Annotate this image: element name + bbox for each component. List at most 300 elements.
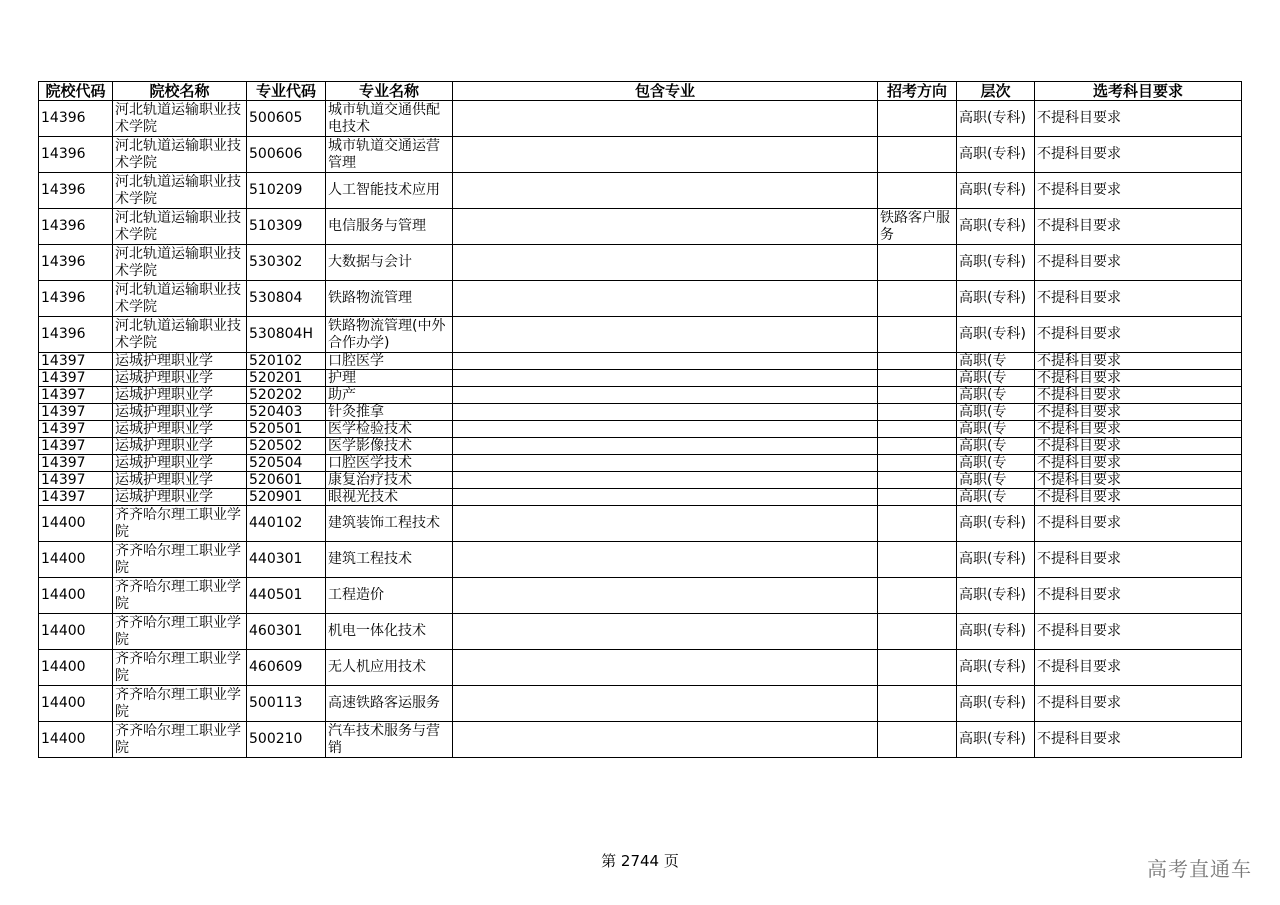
cell-level-text: 高职(专科) [959,110,1026,126]
cell-school-code [39,137,113,173]
cell-included-majors [453,137,878,173]
cell-subject-requirement: 不提科目要求 [1035,438,1242,455]
cell-school-name: 运城护理职业学 [113,370,247,387]
cell-included-majors [453,472,878,489]
table-row [39,455,1242,472]
cell-major-code [247,317,326,353]
cell-level-text: 高职(专科) [959,659,1026,675]
cell-school-name-text: 齐齐哈尔理工职业学院 [115,614,241,648]
cell-major-name-text: 高速铁路客运服务 [328,695,440,711]
cell-school-code: 14397 [39,387,113,404]
cell-school-name-text: 齐齐哈尔理工职业学院 [115,506,241,540]
table-header [39,82,1242,101]
cell-school-name-text: 河北轨道运输职业技术学院 [115,245,241,279]
cell-included-majors [453,686,878,722]
cell-subject-requirement: 不提科目要求 [1035,421,1242,438]
cell-level [957,506,1035,542]
cell-major-name-text: 铁路物流管理 [328,290,412,306]
cell-included-majors [453,370,878,387]
cell-major-code [247,578,326,614]
table-row [39,578,1242,614]
cell-subject-requirement [1035,542,1242,578]
cell-direction [878,137,957,173]
cell-direction [878,173,957,209]
cell-major-code-text: 510209 [249,182,303,198]
cell-major-code [247,686,326,722]
cell-school-name [113,722,247,758]
cell-direction [878,353,957,370]
watermark: 高考直通车 [1147,857,1252,881]
table-row [39,404,1242,421]
cell-major-code: 520201 [247,370,326,387]
cell-subject-requirement [1035,722,1242,758]
cell-school-code-text: 14400 [41,551,86,567]
cell-subject-requirement [1035,650,1242,686]
cell-subject-requirement [1035,506,1242,542]
cell-major-code-text: 440102 [249,515,303,531]
cell-subject-requirement: 不提科目要求 [1035,353,1242,370]
cell-major-name-text: 铁路物流管理(中外合作办学) [328,317,446,351]
cell-major-code-text: 530804 [249,290,303,306]
cell-school-code-text: 14396 [41,110,86,126]
cell-major-code [247,245,326,281]
cell-school-code [39,281,113,317]
cell-school-name-text: 齐齐哈尔理工职业学院 [115,542,241,576]
cell-major-name: 针灸推拿 [326,404,453,421]
cell-school-name: 运城护理职业学 [113,404,247,421]
cell-school-code [39,506,113,542]
table-row [39,542,1242,578]
cell-major-name-text: 建筑装饰工程技术 [328,515,440,531]
table-row [39,209,1242,245]
cell-subject-requirement-text: 不提科目要求 [1037,515,1121,531]
table-row [39,650,1242,686]
cell-school-code-text: 14400 [41,623,86,639]
cell-school-name [113,578,247,614]
cell-major-name [326,650,453,686]
cell-level: 高职(专 [957,370,1035,387]
cell-included-majors [453,173,878,209]
cell-major-name: 医学检验技术 [326,421,453,438]
cell-direction [878,101,957,137]
cell-major-name [326,281,453,317]
cell-included-majors [453,506,878,542]
cell-school-code: 14397 [39,489,113,506]
cell-major-name [326,722,453,758]
cell-school-name-text: 齐齐哈尔理工职业学院 [115,650,241,684]
header-school-name: 院校名称 [113,82,247,101]
cell-subject-requirement-text: 不提科目要求 [1037,326,1121,342]
cell-school-name-text: 河北轨道运输职业技术学院 [115,137,241,171]
cell-level [957,317,1035,353]
cell-school-name [113,137,247,173]
cell-subject-requirement-text: 不提科目要求 [1037,146,1121,162]
cell-level-text: 高职(专科) [959,182,1026,198]
table-row [39,281,1242,317]
table-row [39,370,1242,387]
cell-subject-requirement [1035,317,1242,353]
cell-major-code [247,137,326,173]
cell-subject-requirement: 不提科目要求 [1035,455,1242,472]
cell-included-majors [453,317,878,353]
cell-major-code-text: 500113 [249,695,303,711]
cell-included-majors [453,245,878,281]
cell-major-name [326,173,453,209]
cell-school-name-text: 河北轨道运输职业技术学院 [115,317,241,351]
cell-major-code-text: 460609 [249,659,303,675]
cell-school-code-text: 14396 [41,254,86,270]
cell-school-code: 14397 [39,421,113,438]
cell-major-code-text: 460301 [249,623,303,639]
cell-subject-requirement-text: 不提科目要求 [1037,731,1121,747]
cell-major-code [247,542,326,578]
cell-major-name-text: 城市轨道交通供配电技术 [328,101,440,135]
cell-included-majors [453,614,878,650]
cell-school-code [39,686,113,722]
table-row [39,614,1242,650]
cell-major-code [247,506,326,542]
cell-direction [878,370,957,387]
cell-major-code [247,281,326,317]
cell-level-text: 高职(专科) [959,587,1026,603]
cell-major-name [326,614,453,650]
cell-level: 高职(专 [957,353,1035,370]
cell-level [957,101,1035,137]
cell-level [957,686,1035,722]
cell-school-name-text: 齐齐哈尔理工职业学院 [115,686,241,720]
cell-subject-requirement [1035,686,1242,722]
cell-major-code: 520501 [247,421,326,438]
cell-direction [878,387,957,404]
cell-school-name [113,506,247,542]
table-row [39,489,1242,506]
cell-school-name [113,614,247,650]
cell-school-name: 运城护理职业学 [113,472,247,489]
cell-school-code [39,173,113,209]
cell-level: 高职(专 [957,472,1035,489]
table-row [39,137,1242,173]
cell-school-code-text: 14396 [41,218,86,234]
cell-school-name: 运城护理职业学 [113,455,247,472]
cell-school-name: 运城护理职业学 [113,421,247,438]
cell-major-name-text: 人工智能技术应用 [328,182,440,198]
cell-school-code [39,245,113,281]
cell-direction [878,404,957,421]
cell-direction [878,438,957,455]
cell-school-code-text: 14396 [41,182,86,198]
cell-school-code-text: 14400 [41,695,86,711]
cell-major-code-text: 500606 [249,146,303,162]
cell-major-name-text: 城市轨道交通运营管理 [328,137,440,171]
cell-level-text: 高职(专科) [959,254,1026,270]
cell-direction [878,472,957,489]
cell-school-code: 14397 [39,353,113,370]
table-row [39,722,1242,758]
cell-school-code [39,209,113,245]
cell-direction [878,489,957,506]
cell-school-name-text: 河北轨道运输职业技术学院 [115,101,241,135]
cell-subject-requirement-text: 不提科目要求 [1037,695,1121,711]
cell-level-text: 高职(专科) [959,326,1026,342]
cell-level [957,722,1035,758]
cell-included-majors [453,438,878,455]
header-level: 层次 [957,82,1035,101]
cell-included-majors [453,722,878,758]
cell-subject-requirement [1035,137,1242,173]
cell-school-name-text: 河北轨道运输职业技术学院 [115,173,241,207]
cell-subject-requirement [1035,101,1242,137]
cell-school-code-text: 14400 [41,659,86,675]
cell-level-text: 高职(专科) [959,290,1026,306]
cell-major-code [247,101,326,137]
cell-level: 高职(专 [957,387,1035,404]
header-major-name: 专业名称 [326,82,453,101]
table-row [39,245,1242,281]
cell-major-name: 眼视光技术 [326,489,453,506]
cell-level: 高职(专 [957,455,1035,472]
cell-included-majors [453,650,878,686]
cell-subject-requirement [1035,245,1242,281]
cell-school-code [39,578,113,614]
cell-school-name [113,281,247,317]
cell-level [957,614,1035,650]
cell-subject-requirement-text: 不提科目要求 [1037,659,1121,675]
cell-included-majors [453,421,878,438]
cell-level-text: 高职(专科) [959,551,1026,567]
cell-included-majors [453,489,878,506]
cell-school-code [39,722,113,758]
table-row [39,317,1242,353]
table-row [39,387,1242,404]
cell-major-name [326,542,453,578]
cell-school-name [113,209,247,245]
cell-school-code: 14397 [39,370,113,387]
cell-major-code: 520601 [247,472,326,489]
cell-level: 高职(专 [957,438,1035,455]
cell-major-code-text: 510309 [249,218,303,234]
cell-major-code: 520202 [247,387,326,404]
cell-direction [878,281,957,317]
header-row [39,82,1242,101]
cell-major-name: 助产 [326,387,453,404]
cell-subject-requirement-text: 不提科目要求 [1037,218,1121,234]
table-row [39,421,1242,438]
cell-subject-requirement [1035,614,1242,650]
cell-major-name-text: 建筑工程技术 [328,551,412,567]
cell-major-name-text: 工程造价 [328,587,384,603]
cell-subject-requirement: 不提科目要求 [1035,370,1242,387]
cell-school-code: 14397 [39,472,113,489]
cell-major-name: 口腔医学 [326,353,453,370]
cell-school-code [39,650,113,686]
cell-school-name-text: 河北轨道运输职业技术学院 [115,209,241,243]
cell-school-code-text: 14400 [41,731,86,747]
cell-school-name: 运城护理职业学 [113,387,247,404]
cell-school-name-text: 齐齐哈尔理工职业学院 [115,578,241,612]
cell-included-majors [453,404,878,421]
cell-level [957,542,1035,578]
table-row [39,353,1242,370]
cell-subject-requirement-text: 不提科目要求 [1037,587,1121,603]
cell-included-majors [453,101,878,137]
cell-school-name-text: 河北轨道运输职业技术学院 [115,281,241,315]
cell-subject-requirement [1035,209,1242,245]
cell-major-name [326,506,453,542]
header-direction: 招考方向 [878,82,957,101]
table-row [39,472,1242,489]
cell-school-name: 运城护理职业学 [113,438,247,455]
cell-direction-text: 铁路客户服务 [880,209,950,243]
cell-major-name [326,101,453,137]
cell-direction [878,317,957,353]
cell-subject-requirement: 不提科目要求 [1035,472,1242,489]
cell-included-majors [453,387,878,404]
cell-major-name-text: 大数据与会计 [328,254,412,270]
cell-level: 高职(专 [957,421,1035,438]
cell-direction [878,455,957,472]
cell-school-name [113,542,247,578]
cell-direction [878,245,957,281]
cell-subject-requirement-text: 不提科目要求 [1037,110,1121,126]
cell-direction [878,209,957,245]
admissions-table [38,81,1242,758]
cell-major-code-text: 500210 [249,731,303,747]
cell-major-name [326,578,453,614]
cell-school-code-text: 14400 [41,515,86,531]
cell-school-code [39,614,113,650]
cell-subject-requirement-text: 不提科目要求 [1037,551,1121,567]
cell-major-code [247,722,326,758]
cell-school-name [113,317,247,353]
cell-direction [878,542,957,578]
cell-direction [878,614,957,650]
cell-level: 高职(专 [957,489,1035,506]
cell-school-name [113,173,247,209]
cell-school-code [39,542,113,578]
cell-school-name: 运城护理职业学 [113,353,247,370]
cell-school-code-text: 14400 [41,587,86,603]
cell-included-majors [453,578,878,614]
cell-major-code [247,650,326,686]
cell-major-code: 520504 [247,455,326,472]
cell-level: 高职(专 [957,404,1035,421]
cell-subject-requirement-text: 不提科目要求 [1037,254,1121,270]
cell-major-code [247,173,326,209]
cell-level-text: 高职(专科) [959,623,1026,639]
cell-major-name: 护理 [326,370,453,387]
cell-level [957,281,1035,317]
cell-level [957,137,1035,173]
cell-major-name [326,686,453,722]
cell-direction [878,506,957,542]
cell-level-text: 高职(专科) [959,218,1026,234]
cell-level-text: 高职(专科) [959,146,1026,162]
cell-subject-requirement-text: 不提科目要求 [1037,623,1121,639]
table-row [39,173,1242,209]
cell-included-majors [453,353,878,370]
cell-school-code-text: 14396 [41,326,86,342]
cell-included-majors [453,455,878,472]
cell-included-majors [453,209,878,245]
cell-level-text: 高职(专科) [959,515,1026,531]
cell-school-code-text: 14396 [41,146,86,162]
cell-level [957,245,1035,281]
cell-major-code-text: 500605 [249,110,303,126]
cell-direction [878,578,957,614]
cell-subject-requirement: 不提科目要求 [1035,404,1242,421]
cell-school-name [113,650,247,686]
cell-level-text: 高职(专科) [959,695,1026,711]
cell-major-name-text: 无人机应用技术 [328,659,426,675]
header-major-code: 专业代码 [247,82,326,101]
cell-school-code-text: 14396 [41,290,86,306]
cell-major-name: 医学影像技术 [326,438,453,455]
cell-major-name-text: 汽车技术服务与营销 [328,722,440,756]
table-row [39,686,1242,722]
cell-direction [878,722,957,758]
cell-major-code [247,209,326,245]
cell-major-name [326,317,453,353]
cell-direction [878,421,957,438]
cell-major-name-text: 电信服务与管理 [328,218,426,234]
cell-subject-requirement [1035,281,1242,317]
cell-school-name-text: 齐齐哈尔理工职业学院 [115,722,241,756]
cell-major-name: 口腔医学技术 [326,455,453,472]
cell-subject-requirement-text: 不提科目要求 [1037,290,1121,306]
cell-school-code: 14397 [39,404,113,421]
cell-school-name [113,245,247,281]
cell-level [957,173,1035,209]
cell-included-majors [453,542,878,578]
cell-major-code: 520102 [247,353,326,370]
page-number: 第 2744 页 [601,852,679,870]
table-row [39,438,1242,455]
cell-major-name [326,245,453,281]
cell-major-code-text: 530302 [249,254,303,270]
cell-major-name: 康复治疗技术 [326,472,453,489]
cell-major-code-text: 440301 [249,551,303,567]
cell-school-code: 14397 [39,438,113,455]
cell-major-code-text: 530804H [249,326,313,342]
header-school-code: 院校代码 [39,82,113,101]
cell-school-code: 14397 [39,455,113,472]
cell-included-majors [453,281,878,317]
cell-level [957,578,1035,614]
cell-major-name [326,137,453,173]
cell-subject-requirement: 不提科目要求 [1035,489,1242,506]
cell-subject-requirement [1035,173,1242,209]
cell-subject-requirement [1035,578,1242,614]
cell-major-name-text: 机电一体化技术 [328,623,426,639]
cell-major-code: 520403 [247,404,326,421]
cell-subject-requirement: 不提科目要求 [1035,387,1242,404]
table-row [39,506,1242,542]
header-included-majors: 包含专业 [453,82,878,101]
cell-school-name: 运城护理职业学 [113,489,247,506]
cell-subject-requirement-text: 不提科目要求 [1037,182,1121,198]
cell-level [957,209,1035,245]
cell-school-name [113,101,247,137]
header-subject-requirement: 选考科目要求 [1035,82,1242,101]
cell-direction [878,650,957,686]
cell-school-code [39,101,113,137]
cell-major-code: 520901 [247,489,326,506]
table-row [39,101,1242,137]
cell-direction [878,686,957,722]
cell-school-name [113,686,247,722]
cell-major-name [326,209,453,245]
cell-major-code [247,614,326,650]
